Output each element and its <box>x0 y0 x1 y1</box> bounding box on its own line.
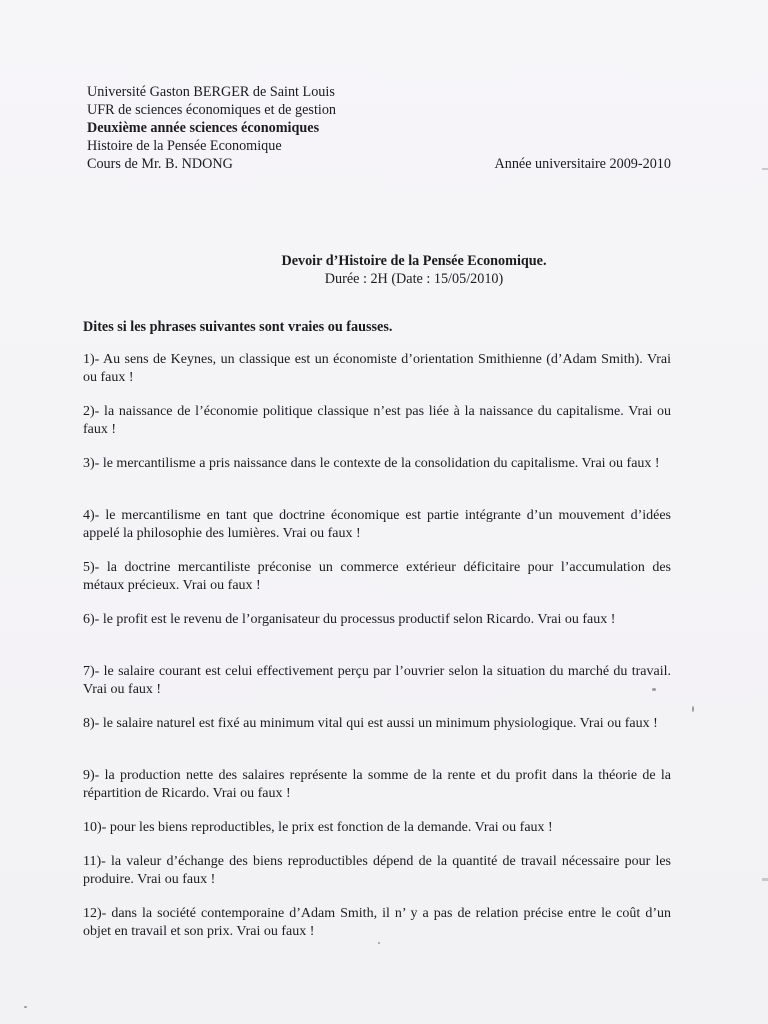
document-header <box>87 83 671 173</box>
header-last-row <box>87 155 671 173</box>
question-item: 2)- la naissance de l’économie politique classique n’est pas liée à la naissance du capitalisme. Vrai ou faux ! <box>83 404 671 437</box>
paper-speck <box>378 942 380 944</box>
scan-edge-mark <box>762 168 768 170</box>
exam-duration-date: Durée : 2H (Date : 15/05/2010) <box>324 271 504 287</box>
question-item: 1)- Au sens de Keynes, un classique est un économiste d’orientation Smithienne (d’Adam Smith). Vrai ou faux ! <box>83 352 671 385</box>
paper-speck <box>692 706 694 712</box>
question-item: 7)- le salaire courant est celui effectivement perçu par l’ouvrier selon la situation du marché du travail. Vrai ou faux ! <box>83 664 671 697</box>
question-list <box>83 351 671 957</box>
scan-edge-mark <box>762 878 768 881</box>
ufr-name: UFR de sciences économiques et de gestion <box>87 102 337 118</box>
question-item: 6)- le profit est le revenu de l’organisateur du processus productif selon Ricardo. Vrai ou faux ! <box>83 612 616 627</box>
question-item: 5)- la doctrine mercantiliste préconise un commerce extérieur déficitaire pour l’accumulation des métaux précieux. Vrai ou faux ! <box>83 560 671 593</box>
teacher-name: Cours de Mr. B. NDONG <box>87 156 233 172</box>
subject-name: Histoire de la Pensée Economique <box>87 138 282 154</box>
question-item: 3)- le mercantilisme a pris naissance dans le contexte de la consolidation du capitalisme. Vrai ou faux ! <box>83 456 660 471</box>
question-item: 8)- le salaire naturel est fixé au minimum vital qui est aussi un minimum physiologique. Vrai ou faux ! <box>83 716 658 731</box>
question-item: 9)- la production nette des salaires représente la somme de la rente et du profit dans la théorie de la répartition de Ricardo. Vrai ou faux ! <box>83 768 671 801</box>
question-item: 11)- la valeur d’échange des biens reproductibles dépend de la quantité de travail nécessaire pour les produire. Vrai ou faux ! <box>83 854 671 887</box>
year-level: Deuxième année sciences économiques <box>87 120 320 136</box>
exam-title-block <box>150 252 678 288</box>
paper-speck <box>652 688 656 691</box>
question-item: 12)- dans la société contemporaine d’Adam Smith, il n’ y a pas de relation précise entre le coût d’un objet en travail et son prix. Vrai ou faux ! <box>83 906 671 939</box>
exam-title: Devoir d’Histoire de la Pensée Economique. <box>281 253 547 269</box>
paper-speck <box>24 1006 27 1008</box>
question-item: 10)- pour les biens reproductibles, le prix est fonction de la demande. Vrai ou faux ! <box>83 820 553 835</box>
academic-year: Année universitaire 2009-2010 <box>494 156 671 172</box>
university-name: Université Gaston BERGER de Saint Louis <box>87 84 335 100</box>
instruction: Dites si les phrases suivantes sont vraies ou fausses. <box>83 319 393 335</box>
question-item: 4)- le mercantilisme en tant que doctrine économique est partie intégrante d’un mouvement d’idées appelé la philosophie des lumières. Vrai ou faux ! <box>83 508 671 541</box>
